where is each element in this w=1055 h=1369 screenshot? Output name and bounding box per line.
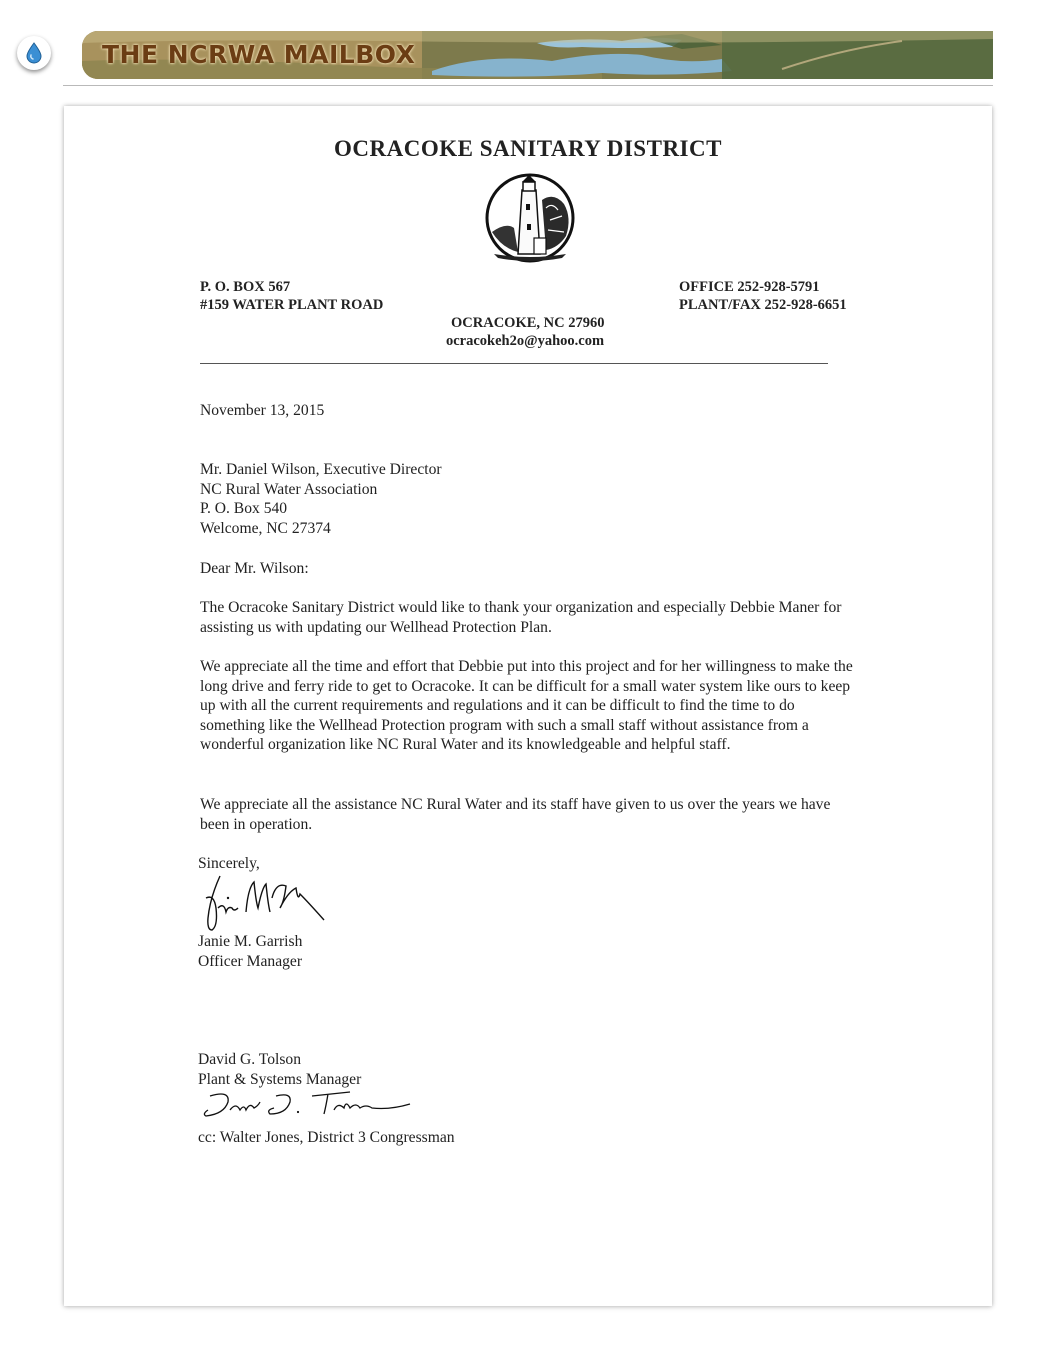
signer-title: Officer Manager <box>198 953 303 970</box>
header-divider <box>63 85 993 86</box>
header-title: THE NCRWA MAILBOX <box>102 40 416 69</box>
body-paragraph: We appreciate all the time and effort that Debbie put into this project and for her willingness to make the long drive and ferry ride to get to Ocracoke. It can be difficult for a small water system like ours to keep up with all the current requirements and regulations and it can be difficult to find the time to do something like the Wellhead Protection program with such a small staff without assistance from a wonderful organization like NC Rural Water and its knowledgeable and helpful staff. <box>200 658 853 754</box>
signer-title: Plant & Systems Manager <box>198 1071 362 1088</box>
recipient-line: Mr. Daniel Wilson, Executive Director <box>200 461 442 478</box>
signer-name: David G. Tolson <box>198 1051 302 1068</box>
lighthouse-seal-logo <box>484 170 576 265</box>
recipient-line: NC Rural Water Association <box>200 481 378 498</box>
recipient-line: P. O. Box 540 <box>200 500 288 517</box>
letterhead-divider <box>200 363 828 364</box>
city-state-zip: OCRACOKE, NC 27960 <box>451 315 605 331</box>
header-banner <box>82 31 993 79</box>
letter-page <box>64 106 992 1306</box>
recipient-line: Welcome, NC 27374 <box>200 520 331 537</box>
address-po-box: P. O. BOX 567 <box>200 279 291 295</box>
water-drop-badge <box>17 36 51 70</box>
letter-date: November 13, 2015 <box>200 402 325 419</box>
address-street: #159 WATER PLANT ROAD <box>200 297 384 313</box>
org-name: OCRACOKE SANITARY DISTRICT <box>334 136 722 161</box>
signer-name: Janie M. Garrish <box>198 933 303 950</box>
body-paragraph: The Ocracoke Sanitary District would like to thank your organization and especially Debbie Maner for assisting us with updating our Wellhead Protection Plan. <box>200 599 842 636</box>
signature-david-tolson <box>200 1088 415 1120</box>
office-phone: OFFICE 252-928-5791 <box>679 279 820 295</box>
contact-email: ocracokeh2o@yahoo.com <box>446 333 605 349</box>
water-drop-icon <box>25 42 43 64</box>
closing: Sincerely, <box>198 855 260 872</box>
signature-janie-garrish <box>198 868 338 936</box>
cc-line: cc: Walter Jones, District 3 Congressman <box>198 1129 455 1146</box>
salutation: Dear Mr. Wilson: <box>200 560 309 577</box>
body-paragraph: We appreciate all the assistance NC Rural Water and its staff have given to us over the years we have been in operation. <box>200 796 831 833</box>
plant-fax: PLANT/FAX 252-928-6651 <box>679 297 847 313</box>
